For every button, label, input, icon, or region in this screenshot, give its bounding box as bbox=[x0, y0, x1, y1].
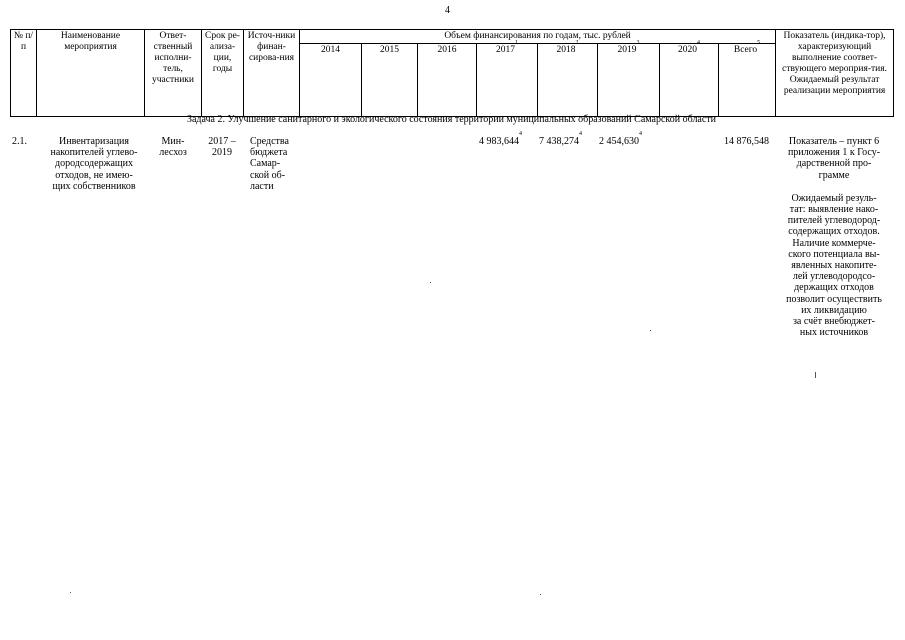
footnote-mark: 4 bbox=[579, 131, 582, 137]
header-year-2015: 2015 bbox=[362, 44, 418, 117]
scan-speck bbox=[815, 372, 816, 378]
header-name: Наименование мероприятия bbox=[37, 30, 145, 117]
header-year-2019: 2019$^3$ bbox=[598, 44, 660, 117]
source-line: бюджета bbox=[250, 147, 288, 159]
activity-name-line: отходов, не имею- bbox=[55, 169, 133, 181]
indicator-line: приложения 1 к Госу- bbox=[787, 147, 881, 159]
footnote-mark: 4 bbox=[697, 40, 700, 46]
executor-line: Мин- bbox=[161, 136, 185, 147]
source-line: Самар- bbox=[250, 158, 281, 170]
header-year-2018: 2018$^2$ bbox=[538, 44, 598, 117]
header-indicator: Показатель (индика-тор), характеризующий выполнение соответ-ствующего мероприя-тия. Ожидаемый результат реализации мероприятия bbox=[776, 30, 894, 117]
footnote-mark: 3 bbox=[636, 40, 640, 46]
header-executor: Ответ-ственный исполни-тель, участники bbox=[145, 30, 202, 117]
expected-result-line: за счёт внебюджет- bbox=[792, 316, 876, 328]
indicator-line: Показатель – пункт 6 bbox=[788, 136, 880, 147]
expected-result-line: позволит осуществить bbox=[786, 293, 882, 305]
expected-result-line: Ожидаемый резуль- bbox=[791, 192, 877, 204]
implementation-term bbox=[201, 136, 243, 158]
header-year-2014: 2014 bbox=[300, 44, 362, 117]
expected-result-line: ского потенциала вы- bbox=[788, 248, 880, 260]
header-total: Всего$^5$ bbox=[719, 44, 776, 117]
footnote-mark: 4 bbox=[519, 131, 522, 137]
expected-result-line: лей углеводородсо- bbox=[792, 271, 876, 283]
scan-speck bbox=[540, 594, 541, 595]
amount-2019: 2 454,630$^4$ bbox=[599, 131, 642, 147]
expected-result-line: пителей углеводород- bbox=[787, 215, 881, 227]
footnote-mark: 4 bbox=[639, 131, 642, 137]
source-line: Средства bbox=[250, 136, 289, 147]
indicator-cell bbox=[773, 136, 895, 338]
footnote-mark: 2 bbox=[575, 40, 579, 46]
scan-speck bbox=[650, 330, 651, 331]
source-line: ласти bbox=[250, 180, 274, 192]
header-term: Срок ре-ализа-ции, годы bbox=[202, 30, 244, 117]
header-source: Источ-ники финан-сирова-ния bbox=[244, 30, 300, 117]
header-year-2017: 2017$^1$ bbox=[477, 44, 538, 117]
funding-source bbox=[250, 136, 296, 192]
scan-speck bbox=[70, 592, 71, 593]
amount-2017: 4 983,644$^4$ bbox=[479, 131, 522, 147]
term-line: 2017 – bbox=[208, 136, 236, 147]
header-year-2020: 2020$^4$ bbox=[660, 44, 719, 117]
footnote-mark: 5 bbox=[757, 40, 761, 46]
header-financing: Объем финансирования по годам, тыс. рублей bbox=[300, 30, 776, 44]
term-line: 2019 bbox=[212, 147, 232, 159]
activity-name-line: накопителей углево- bbox=[50, 147, 138, 159]
indicator-line: грамме bbox=[818, 169, 850, 181]
amount-2018: 7 438,274$^4$ bbox=[539, 131, 582, 147]
row-number: 2.1. bbox=[12, 136, 27, 147]
amount-total: 14 876,548 bbox=[724, 136, 769, 147]
expected-result-line: содержащих отходов. bbox=[788, 226, 880, 238]
expected-result-line: явленных накопите- bbox=[791, 260, 877, 272]
task-heading: Задача 2. Улучшение санитарного и экологического состояния территории муниципальных образований Самарской области bbox=[186, 114, 717, 125]
financing-table-header bbox=[10, 29, 894, 117]
expected-result-line: ных источников bbox=[799, 327, 869, 339]
header-num: № п/п bbox=[11, 30, 37, 117]
executor-line: лесхоз bbox=[159, 147, 187, 159]
expected-result-line: тат: выявление нако- bbox=[789, 204, 879, 216]
indicator-line: дарственной про- bbox=[796, 158, 872, 170]
scan-speck bbox=[430, 282, 431, 283]
activity-name-line: дородсодержащих bbox=[55, 158, 133, 170]
activity-name-line: Инвентаризация bbox=[59, 136, 129, 147]
activity-name bbox=[42, 136, 146, 192]
expected-result-line: Наличие коммерче- bbox=[792, 237, 876, 249]
source-line: ской об- bbox=[250, 169, 286, 181]
activity-name-line: щих собственников bbox=[52, 180, 136, 192]
footnote-mark: 1 bbox=[515, 40, 518, 46]
expected-result-line: их ликвидацию bbox=[801, 304, 867, 316]
page-number: 4 bbox=[445, 5, 450, 16]
executor bbox=[150, 136, 196, 158]
header-year-2016: 2016 bbox=[418, 44, 477, 117]
expected-result-line: держащих отходов bbox=[794, 282, 874, 294]
